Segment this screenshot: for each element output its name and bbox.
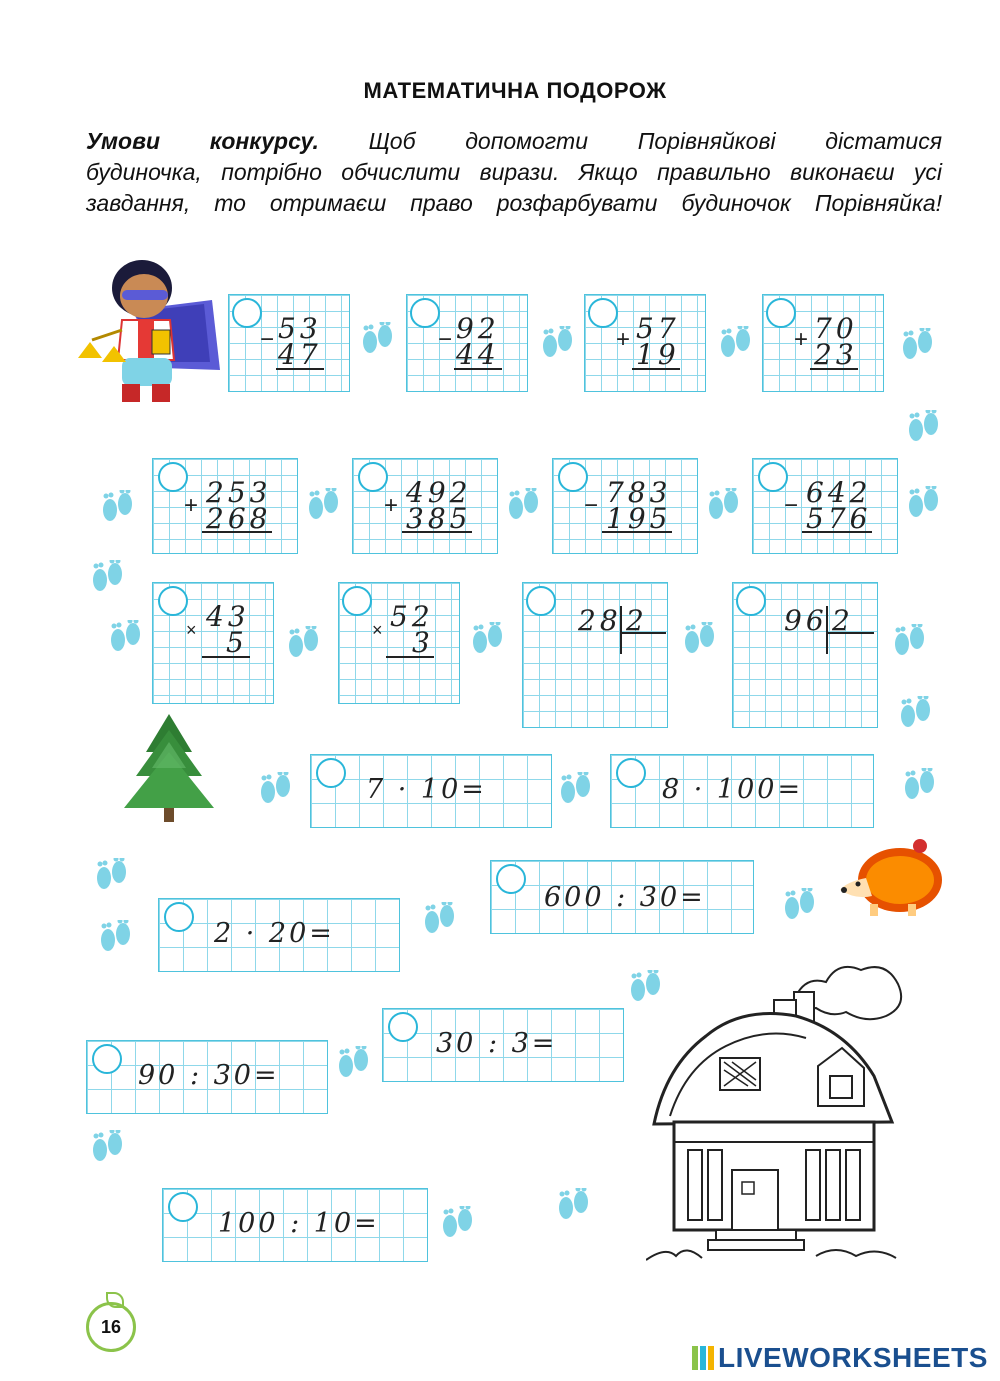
division-bar [826, 606, 828, 654]
operator-sign: × [186, 620, 197, 640]
bottom-number: 576 [806, 502, 872, 535]
sum-line [602, 531, 672, 533]
answer-circle[interactable] [164, 902, 194, 932]
division-line [826, 632, 874, 634]
operator-sign: × [372, 620, 383, 640]
footprints-icon [904, 486, 942, 520]
footprints-icon [904, 410, 942, 444]
answer-circle[interactable] [92, 1044, 122, 1074]
answer-circle[interactable] [388, 1012, 418, 1042]
answer-circle[interactable] [342, 586, 372, 616]
sum-line [276, 368, 324, 370]
footprints-icon [704, 488, 742, 522]
sum-line [402, 531, 472, 533]
answer-circle[interactable] [616, 758, 646, 788]
footprints-icon [898, 328, 936, 362]
product-line [386, 656, 434, 658]
operator-sign: − [784, 492, 799, 519]
bottom-number: 3 [412, 626, 434, 659]
operator-sign: + [616, 326, 631, 353]
footprints-icon [538, 326, 576, 360]
top-number: 92 [456, 312, 500, 345]
bottom-number: 44 [456, 338, 500, 371]
bottom-number: 385 [406, 502, 472, 535]
footprints-icon [284, 626, 322, 660]
footprints-icon [890, 624, 928, 658]
operator-sign: − [584, 492, 599, 519]
footprints-icon [256, 772, 294, 806]
expression-8x100: 8 · 100= [662, 774, 804, 805]
footprints-icon [334, 1046, 372, 1080]
expression-90div30: 90 : 30= [138, 1060, 280, 1091]
footprints-icon [504, 488, 542, 522]
footprints-icon [88, 560, 126, 594]
sum-line [454, 368, 502, 370]
footprints-icon [900, 768, 938, 802]
answer-circle[interactable] [158, 586, 188, 616]
divisor: 2 [626, 604, 648, 637]
footprints-icon [716, 326, 754, 360]
answer-circle[interactable] [526, 586, 556, 616]
top-number: 53 [278, 312, 322, 345]
expression-2x20: 2 · 20= [214, 918, 335, 949]
liveworksheets-logo-icon [692, 1346, 714, 1370]
conditions-line2: будиночка, потрібно обчислити вирази. Якщо правильно виконаєш усі [86, 159, 942, 185]
contest-conditions [86, 126, 942, 219]
division-bar [620, 606, 622, 654]
answer-circle[interactable] [316, 758, 346, 788]
footprints-icon [556, 772, 594, 806]
answer-circle[interactable] [496, 864, 526, 894]
conditions-line3: завдання, то отримаєш право розфарбувати будиночок Порівняйка! [86, 190, 942, 216]
footprints-icon [896, 696, 934, 730]
footprints-icon [780, 888, 818, 922]
conditions-line1: Щоб допомогти Порівняйкові дістатися [368, 128, 942, 154]
dividend: 96 [784, 604, 828, 637]
footprints-icon [468, 622, 506, 656]
operator-sign: − [260, 326, 275, 353]
house-illustration [646, 956, 908, 1268]
top-number: 43 [206, 600, 250, 633]
footprints-icon [420, 902, 458, 936]
sum-line [632, 368, 680, 370]
bottom-number: 268 [206, 502, 272, 535]
footprints-icon [680, 622, 718, 656]
answer-circle[interactable] [736, 586, 766, 616]
bottom-number: 195 [606, 502, 672, 535]
operator-sign: + [384, 492, 399, 519]
boy-hero-illustration [72, 250, 224, 412]
footprints-icon [96, 920, 134, 954]
answer-circle[interactable] [766, 298, 796, 328]
top-number: 642 [806, 476, 872, 509]
page-title: МАТЕМАТИЧНА ПОДОРОЖ [363, 78, 667, 103]
answer-circle[interactable] [232, 298, 262, 328]
answer-circle[interactable] [588, 298, 618, 328]
bottom-number: 47 [278, 338, 322, 371]
footprints-icon [92, 858, 130, 892]
top-number: 253 [206, 476, 272, 509]
product-line [202, 656, 250, 658]
expression-100div10: 100 : 10= [218, 1208, 380, 1239]
top-number: 783 [606, 476, 672, 509]
operator-sign: + [794, 326, 809, 353]
top-number: 70 [814, 312, 858, 345]
answer-circle[interactable] [358, 462, 388, 492]
dividend: 28 [578, 604, 622, 637]
fir-tree-illustration [114, 712, 224, 824]
top-number: 57 [636, 312, 680, 345]
operator-sign: + [184, 492, 199, 519]
answer-circle[interactable] [410, 298, 440, 328]
division-line [620, 632, 666, 634]
brand-wordmark[interactable]: LIVEWORKSHEETS [718, 1342, 988, 1373]
footprints-icon [304, 488, 342, 522]
answer-circle[interactable] [558, 462, 588, 492]
operator-sign: − [438, 326, 453, 353]
sum-line [810, 368, 858, 370]
expression-30div3: 30 : 3= [436, 1028, 558, 1059]
sum-line [202, 531, 272, 533]
divisor: 2 [832, 604, 854, 637]
footprints-icon [98, 490, 136, 524]
answer-circle[interactable] [158, 462, 188, 492]
page-number: 16 [86, 1302, 136, 1352]
hedgehog-illustration [836, 838, 946, 920]
footprints-icon [358, 322, 396, 356]
answer-circle[interactable] [758, 462, 788, 492]
footprints-icon [626, 970, 664, 1004]
bottom-number: 5 [226, 626, 248, 659]
top-number: 492 [406, 476, 472, 509]
footprints-icon [438, 1206, 476, 1240]
footprints-icon [88, 1130, 126, 1164]
answer-circle[interactable] [168, 1192, 198, 1222]
conditions-lead: Умови конкурсу. [86, 128, 319, 154]
footprints-icon [106, 620, 144, 654]
sum-line [802, 531, 872, 533]
expression-7x10: 7 · 10= [366, 774, 487, 805]
bottom-number: 19 [636, 338, 680, 371]
top-number: 52 [390, 600, 434, 633]
bottom-number: 23 [814, 338, 858, 371]
expression-600div30: 600 : 30= [544, 882, 706, 913]
footprints-icon [554, 1188, 592, 1222]
